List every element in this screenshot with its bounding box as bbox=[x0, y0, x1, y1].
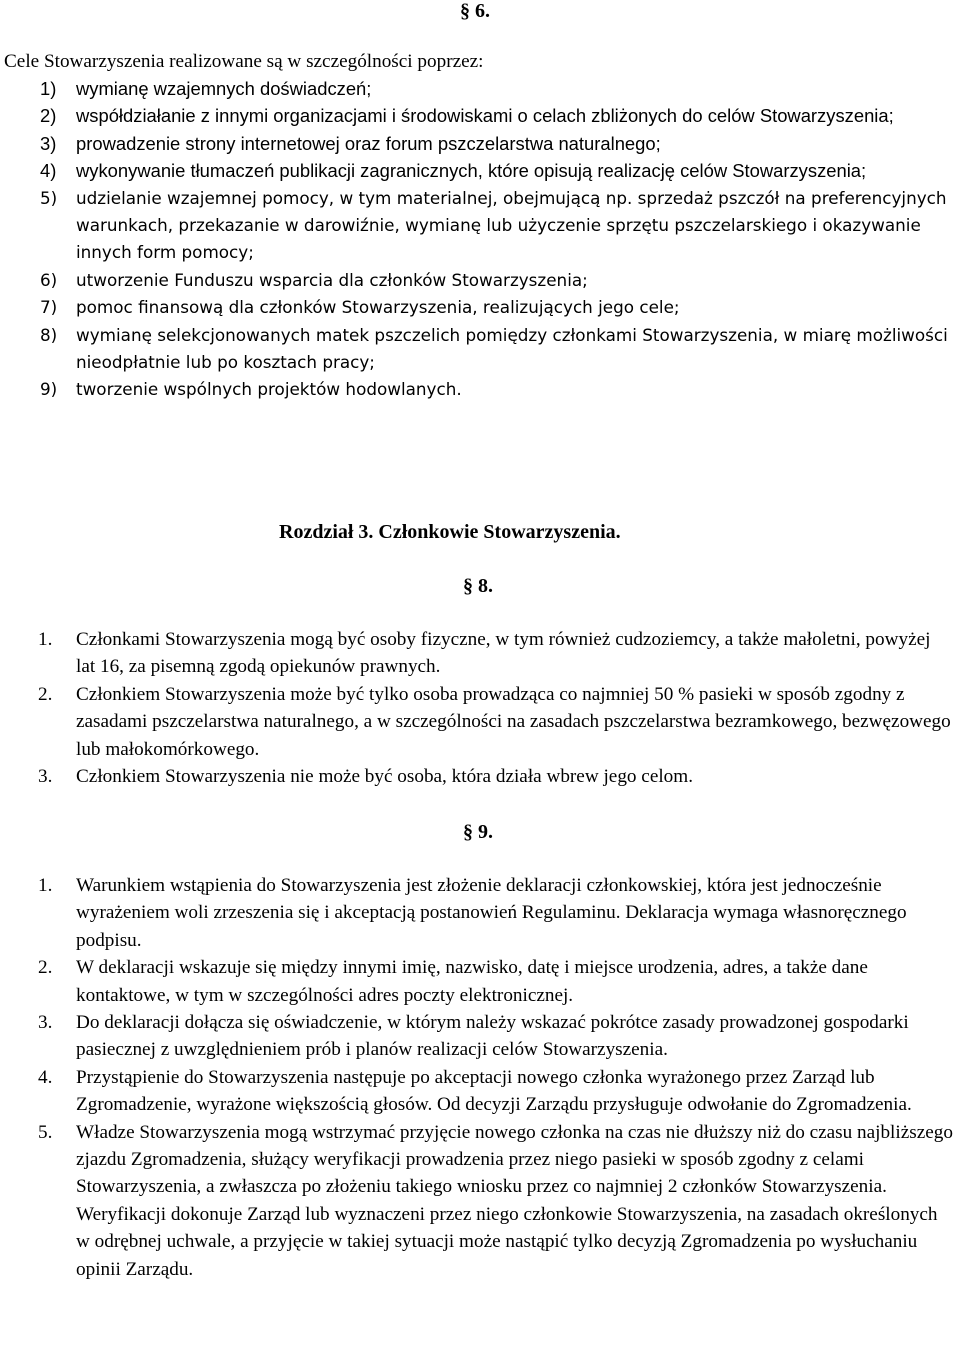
admission-rules-list bbox=[4, 872, 954, 1283]
item-text: Przystąpienie do Stowarzyszenia następuje po akceptacji nowego członka wyrażonego przez Zarząd lub Zgromadzenie, wyrażone większością głosów. Od decyzji Zarządu przysługuje odwołanie do Zgromadzenia. bbox=[76, 1066, 912, 1116]
section-number: 9. bbox=[478, 821, 493, 843]
item-text: Członkiem Stowarzyszenia nie może być osoba, która działa wbrew jego celom. bbox=[76, 766, 693, 788]
item-text: współdziałanie z innymi organizacjami i środowiskami o celach zbliżonych do celów Stowarzyszenia; bbox=[76, 105, 894, 127]
list-item bbox=[4, 872, 954, 954]
item-number: 3) bbox=[40, 132, 57, 154]
item-text: wykonywanie tłumaczeń publikacji zagranicznych, które opisują realizację celów Stowarzyszenia; bbox=[76, 160, 867, 182]
list-item bbox=[4, 294, 954, 321]
section-number: 8. bbox=[478, 575, 493, 597]
item-text: udzielanie wzajemnej pomocy, w tym materialnej, obejmującą np. sprzedaż pszczół na preferencyjnych warunkach, przekazanie w darowiźnie, wymianę lub użyczenie sprzętu pszczelarskiego i okazywanie innych form pomocy; bbox=[76, 187, 947, 263]
item-text: Warunkiem wstąpienia do Stowarzyszenia jest złożenie deklaracji członkowskiej, która jest jednocześnie wyrażeniem woli zrzeszenia się i akceptacją postanowień Regulaminu. Deklaracja wymaga własnoręcznego podpisu. bbox=[76, 875, 907, 951]
list-item bbox=[4, 954, 954, 1009]
item-number: 2. bbox=[38, 957, 53, 979]
item-number: 4) bbox=[40, 160, 57, 182]
list-item bbox=[4, 1064, 954, 1119]
item-text: Władze Stowarzyszenia mogą wstrzymać przyjęcie nowego członka na czas nie dłuższy niż do czasu najbliższego zjazdu Zgromadzenia, służący weryfikacji prowadzenia przez niego pasieki w sposób zgodny z celami Stowarzyszenia, a zwłaszcza po złożeniu takiego wniosku przez co najmniej 2 członków Stowarzyszenia. Weryfikacji dokonuje Zarząd lub wyznaczeni przez niego członkowie Stowarzyszenia, na zasadach określonych w odrębnej uchwale, a przyjęcie w takiej sytuacji może nastąpić tylko decyzją Zgromadzenia po wysłuchaniu opinii Zarządu. bbox=[76, 1121, 953, 1280]
item-number: 6) bbox=[40, 269, 58, 290]
section-sign: § bbox=[463, 575, 473, 597]
item-number: 7) bbox=[40, 297, 58, 318]
item-number: 1. bbox=[38, 629, 53, 650]
item-number: 4. bbox=[38, 1066, 53, 1088]
item-text: Członkami Stowarzyszenia mogą być osoby fizyczne, w tym również cudzoziemcy, a także małoletni, powyżej lat 16, za pisemną zgodą opiekunów prawnych. bbox=[76, 629, 931, 678]
list-item bbox=[4, 130, 954, 157]
section-sign: § bbox=[460, 0, 470, 22]
item-number: 9) bbox=[40, 379, 58, 400]
item-number: 8) bbox=[40, 324, 58, 345]
item-text: tworzenie wspólnych projektów hodowlanych. bbox=[76, 379, 462, 400]
item-text: pomoc finansową dla członków Stowarzyszenia, realizujących jego cele; bbox=[76, 297, 680, 318]
item-number: 3. bbox=[38, 1012, 53, 1034]
list-item bbox=[4, 102, 954, 129]
list-item bbox=[4, 1009, 954, 1064]
goals-intro: Cele Stowarzyszenia realizowane są w szczególności poprzez: bbox=[4, 51, 484, 72]
list-item bbox=[4, 267, 954, 294]
item-number: 5. bbox=[38, 1121, 53, 1143]
item-text: Członkiem Stowarzyszenia może być tylko osoba prowadząca co najmniej 50 % pasieki w sposób zgodny z zasadami pszczelarstwa naturalnego, a w szczególności na zasadach pszczelarstwa bezramkowego, bezwęzowego lub małokomórkowego. bbox=[76, 683, 951, 760]
section-6-heading bbox=[460, 0, 490, 23]
section-sign: § bbox=[463, 821, 473, 843]
list-item bbox=[4, 763, 954, 790]
membership-rules-list bbox=[4, 626, 954, 790]
list-item bbox=[4, 322, 954, 377]
item-number: 2) bbox=[40, 105, 57, 127]
item-number: 1. bbox=[38, 875, 53, 896]
item-number: 3. bbox=[38, 766, 53, 788]
item-text: wymianę selekcjonowanych matek pszczelich pomiędzy członkami Stowarzyszenia, w miarę możliwości nieodpłatnie lub po kosztach pracy; bbox=[76, 324, 948, 373]
item-number: 5) bbox=[40, 187, 58, 208]
list-item bbox=[4, 185, 954, 267]
chapter-title: Rozdział 3. Członkowie Stowarzyszenia. bbox=[279, 521, 621, 543]
list-item bbox=[4, 75, 954, 102]
list-item bbox=[4, 1119, 954, 1283]
item-text: prowadzenie strony internetowej oraz forum pszczelarstwa naturalnego; bbox=[76, 132, 661, 154]
item-text: utworzenie Funduszu wsparcia dla członków Stowarzyszenia; bbox=[76, 269, 588, 290]
list-item bbox=[4, 681, 954, 763]
goals-list bbox=[4, 75, 954, 404]
item-text: W deklaracji wskazuje się między innymi imię, nazwisko, datę i miejsce urodzenia, adres, a także dane kontaktowe, w tym w szczególności adres poczty elektronicznej. bbox=[76, 957, 868, 1006]
item-number: 1) bbox=[40, 78, 57, 99]
item-text: wymianę wzajemnych doświadczeń; bbox=[76, 78, 372, 99]
section-8-heading bbox=[463, 574, 493, 598]
item-text: Do deklaracji dołącza się oświadczenie, w którym należy wskazać pokrótce zasady prowadzonej gospodarki pasiecznej z uwzględnieniem prób i planów realizacji celów Stowarzyszenia. bbox=[76, 1012, 909, 1061]
section-9-heading bbox=[463, 820, 493, 844]
item-number: 2. bbox=[38, 683, 53, 705]
list-item bbox=[4, 376, 954, 403]
section-number: 6. bbox=[475, 0, 490, 22]
list-item bbox=[4, 626, 954, 681]
list-item bbox=[4, 157, 954, 184]
